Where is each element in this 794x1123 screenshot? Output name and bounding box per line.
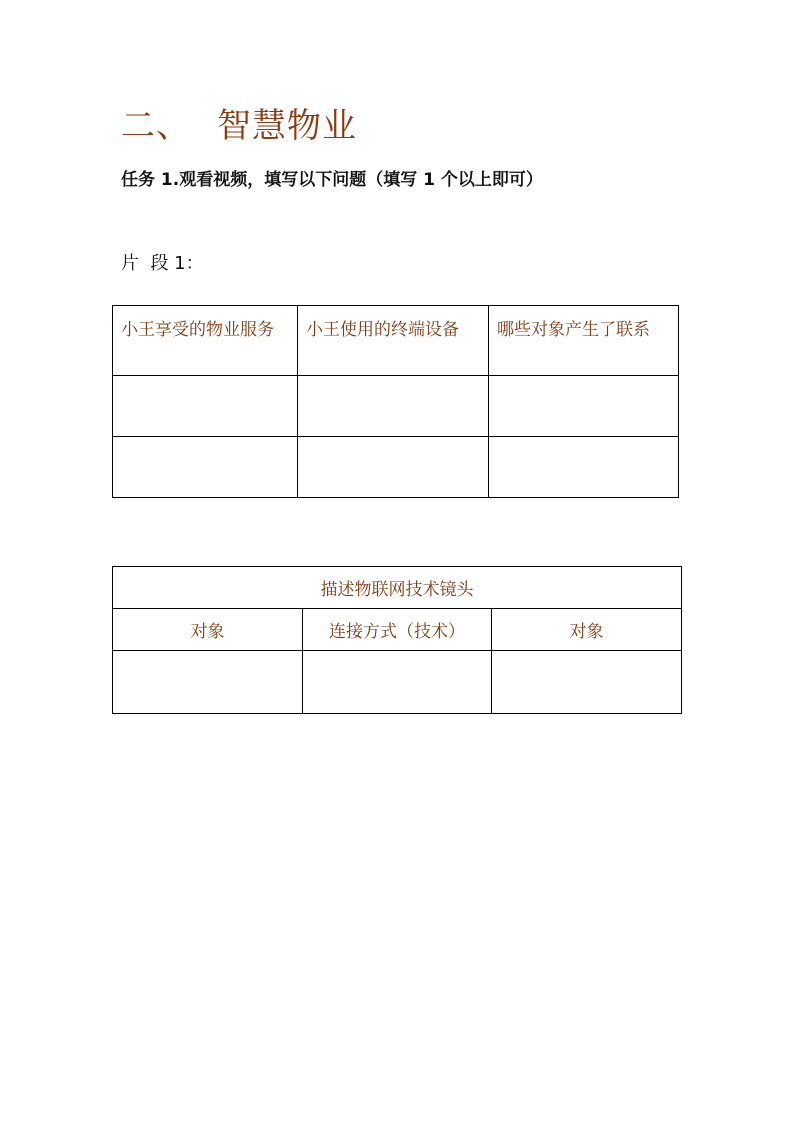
segment-label: 片 段 1： xyxy=(121,253,204,274)
table-header-row xyxy=(113,609,682,651)
table-header-row xyxy=(113,306,679,376)
task-instruction: 任务 1.观看视频，填写以下问题（填写 1 个以上即可） xyxy=(121,170,543,190)
iot-technology-table xyxy=(112,566,682,714)
header-connection-method: 连接方式（技术） xyxy=(303,609,492,651)
section-number: 二、 xyxy=(121,106,191,146)
header-services: 小王享受的物业服务 xyxy=(113,306,298,376)
header-devices: 小王使用的终端设备 xyxy=(298,306,489,376)
header-connections: 哪些对象产生了联系 xyxy=(489,306,679,376)
table-title-row xyxy=(113,567,682,609)
header-object-a: 对象 xyxy=(113,609,303,651)
answer-cell[interactable] xyxy=(489,376,679,437)
service-devices-table xyxy=(112,305,679,498)
table-row xyxy=(113,376,679,437)
table-row xyxy=(113,437,679,498)
answer-cell[interactable] xyxy=(113,651,303,714)
table-row xyxy=(113,651,682,714)
answer-cell[interactable] xyxy=(113,437,298,498)
answer-cell[interactable] xyxy=(298,437,489,498)
answer-cell[interactable] xyxy=(298,376,489,437)
section-title: 智慧物业 xyxy=(217,106,357,146)
answer-cell[interactable] xyxy=(113,376,298,437)
header-object-b: 对象 xyxy=(492,609,682,651)
section-heading xyxy=(121,104,357,148)
table-title: 描述物联网技术镜头 xyxy=(113,567,682,609)
answer-cell[interactable] xyxy=(492,651,682,714)
answer-cell[interactable] xyxy=(303,651,492,714)
answer-cell[interactable] xyxy=(489,437,679,498)
